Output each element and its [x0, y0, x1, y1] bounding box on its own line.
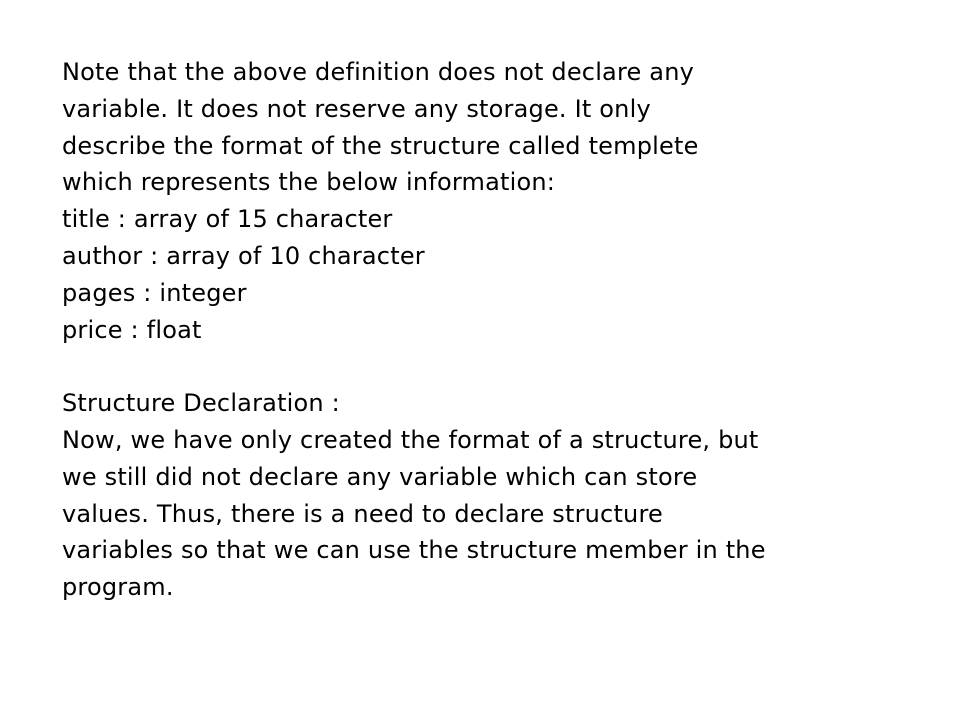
field-title: title : array of 15 character: [62, 205, 393, 234]
spacer: [62, 348, 942, 385]
section-line: Now, we have only created the format of a structure, but: [62, 425, 759, 454]
section-heading: Structure Declaration :: [62, 389, 340, 418]
section-line: variables so that we can use the structure member in the: [62, 536, 766, 565]
intro-line: Note that the above definition does not declare any: [62, 58, 695, 86]
intro-line: variable. It does not reserve any storage. It only: [62, 94, 651, 123]
field-author: author : array of 10 character: [62, 241, 425, 270]
section-line: program.: [62, 573, 174, 602]
intro-line: describe the format of the structure called templete: [62, 131, 699, 160]
slide-text: [62, 54, 942, 606]
field-pages: pages : integer: [62, 278, 247, 307]
section-line: we still did not declare any variable which can store: [62, 462, 698, 491]
intro-line: which represents the below information:: [62, 168, 556, 197]
section-line: values. Thus, there is a need to declare structure: [62, 499, 663, 528]
field-price: price : float: [62, 315, 202, 344]
